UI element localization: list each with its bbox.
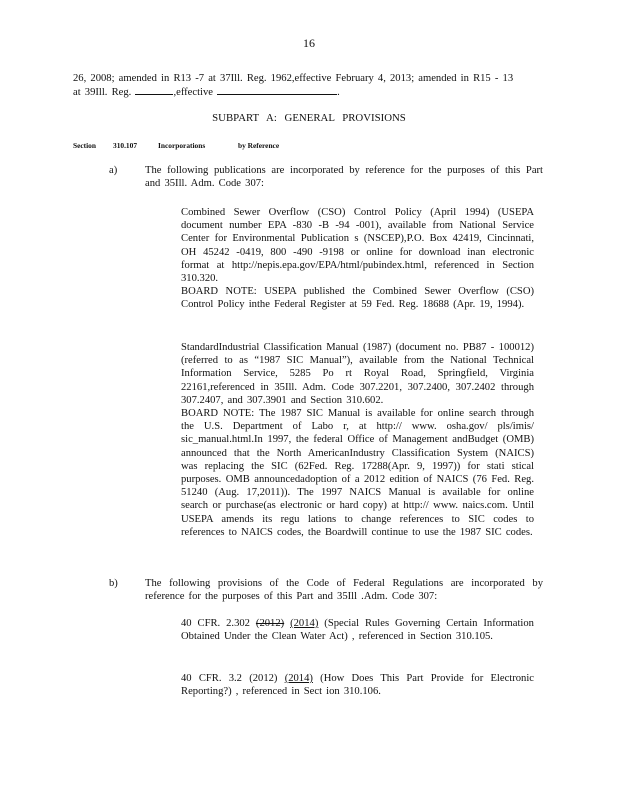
cso-board-note: BOARD NOTE: USEPA published the Combined Sewer Overflow (CSO) Control Policy inthe Federal Register at 59 Fed. Reg. 18688 (Apr. 19, 1994).: [181, 286, 534, 311]
subpart-heading: SUBPART A: GENERAL PROVISIONS: [212, 112, 406, 124]
cfr-2302-inserted-year: (2014): [290, 618, 319, 629]
amendment-line-2b: ,effective: [173, 87, 213, 99]
page-number: 16: [303, 36, 315, 50]
cso-policy-reference: [181, 206, 534, 312]
cfr-2302-deleted-year: (2012): [255, 618, 285, 629]
cfr-2302-rest: (Special Rules Governing Certain Information Obtained Under the Clean Water Act) , referenced in Section 310.105.: [181, 618, 534, 643]
section-title-suffix: by Reference: [238, 141, 280, 150]
blank-reg-cite: [135, 85, 173, 95]
sic-manual-text: StandardIndustrial Classification Manual (1987) (document no. PB87 - 100012) (referred to as “1987 SIC Manual”), available from the National Technical Information Service, 5285 Po rt Royal Road, Springfield, Virginia 22161,referenced in 35Ill. Adm. Code 307.2201, 307.2400, 307.2402 through 307.2407, and 307.3901 and Section 310.602.: [181, 342, 534, 406]
cfr-32-prefix: 40 CFR. 3.2 (2012): [181, 673, 278, 684]
sic-board-note: BOARD NOTE: The 1987 SIC Manual is available for online search through the U.S. Department of Labo r, at http:// www. osha.gov/ pls/imis/ sic_manual.html.In 1997, the federal Office of Management andBudget (OMB) announced that the North AmericanIndustry Classification System (NAICS) was replacing the SIC (62Fed. Reg. 17288(Apr. 9, 1997)) for stati stical purposes. OMB announcedadoption of a 2012 edition of NAICS (76 Fed. Reg. 51240 (Aug. 17,2011)). The 1997 NAICS Manual is available for online search or purchase(as electronic or hard copy) at http:// www. naics.com. Until USEPA amends its regu lations to change references to SIC codes to references to NAICS codes, the Boardwill continue to use the 1987 SIC codes.: [181, 408, 534, 538]
section-number: 310.107: [113, 141, 138, 150]
amendment-line-2c: .: [337, 87, 340, 99]
section-heading: [73, 141, 279, 150]
amendment-line-2a: at 39Ill. Reg.: [73, 87, 132, 99]
cso-policy-text: Combined Sewer Overflow (CSO) Control Policy (April 1994) (USEPA document number EPA -830 -B -94 -001), available from National Service Center for Environmental Publication s (NSCEP),P.O. Box 42419, Cincinnati, OH 45242 -0419, 800 -490 -9198 or online for download inan electronic format at http://nepis.epa.gov/EPA/html/pubindex.html, referenced in Section 310.320.: [181, 207, 534, 285]
subsection-a-label: a): [109, 165, 118, 176]
cfr-2302-prefix: 40 CFR. 2.302: [181, 618, 250, 629]
subsection-b: [73, 577, 543, 603]
subsection-b-label: b): [109, 578, 118, 589]
subsection-b-text: The following provisions of the Code of Federal Regulations are incorporated by reference for the purposes of this Part and 35Ill .Adm. Code 307:: [145, 578, 543, 603]
section-title: Incorporations: [158, 141, 206, 150]
sic-manual-reference: [181, 341, 534, 539]
cfr-32-rest: (How Does This Part Provide for Electronic Reporting?) , referenced in Sect ion 310.106.: [181, 673, 534, 698]
cfr-32-reference: [181, 672, 534, 698]
cfr-2302-reference: [181, 617, 534, 643]
amendment-history: [73, 72, 543, 99]
subsection-a: [73, 164, 543, 190]
blank-effective-date: [217, 85, 337, 95]
cfr-32-inserted-year: (2014): [284, 673, 313, 684]
section-label: Section: [73, 141, 96, 150]
subsection-a-text: The following publications are incorporated by reference for the purposes of this Part and 35Ill. Adm. Code 307:: [145, 165, 543, 190]
amendment-line-1: 26, 2008; amended in R13 -7 at 37Ill. Reg. 1962,effective February 4, 2013; amended in R15 - 13: [73, 73, 514, 84]
